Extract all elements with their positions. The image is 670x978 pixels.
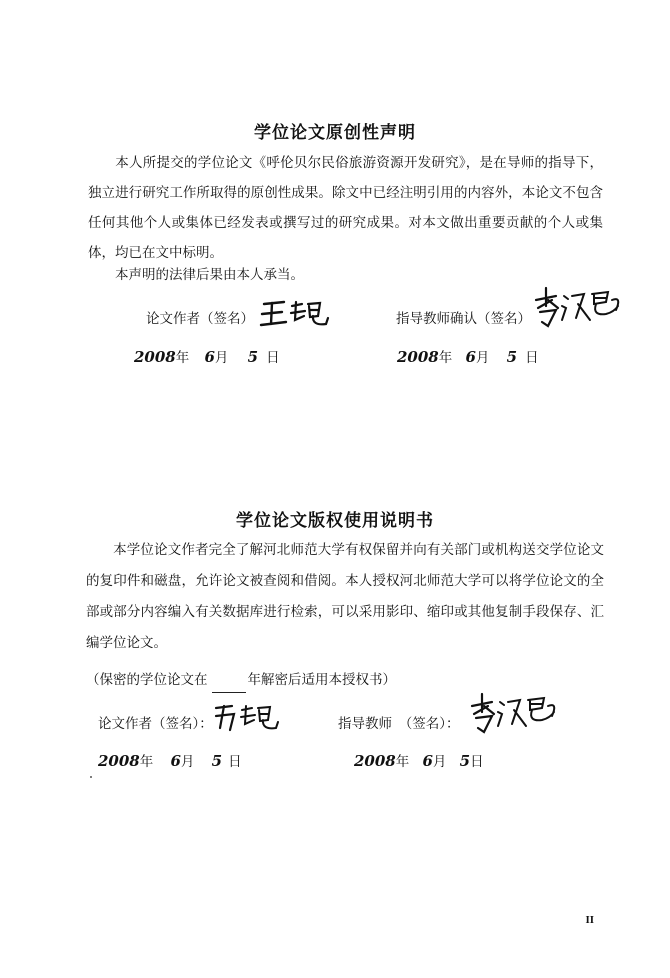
- date-month: 6: [422, 752, 433, 770]
- declaration-author-label: 论文作者（签名）: [146, 311, 254, 327]
- date-month: 6: [465, 348, 476, 366]
- date-day: 5: [211, 752, 223, 770]
- scan-speck: [90, 776, 92, 778]
- declaration-paragraph-text: 本人所提交的学位论文《呼伦贝尔民俗旅游资源开发研究》，是在导师的指导下，独立进行研究工作所取得的原创性成果。除文中已经注明引用的内容外，本论文不包含任何其他个人或集体已经发表或撰写过的研究成果。对本文做出重要贡献的个人或集体，均已在文中标明。: [88, 155, 603, 261]
- date-year-unit: 年: [175, 350, 190, 366]
- copyright-title: 学位论文版权使用说明书: [236, 511, 434, 531]
- declaration-paragraph: [88, 148, 603, 268]
- declaration-advisor-date: [397, 346, 539, 366]
- date-year: 2008: [397, 348, 439, 366]
- copyright-author-date: [98, 750, 242, 770]
- declaration-liability-text: 本声明的法律后果由本人承当。: [115, 267, 304, 283]
- copyright-advisor-label: 指导教师 （签名）：: [338, 716, 460, 732]
- date-month-unit: 月: [214, 350, 229, 366]
- date-year: 2008: [98, 752, 140, 770]
- date-day-unit: 日: [525, 350, 539, 366]
- declaration-liability: [88, 260, 603, 290]
- date-year: 2008: [354, 752, 396, 770]
- date-year-unit: 年: [438, 350, 453, 366]
- date-month: 6: [204, 348, 215, 366]
- date-month-unit: 月: [432, 754, 447, 770]
- copyright-author-signature: [212, 700, 292, 734]
- declaration-author-signature: [258, 296, 338, 330]
- confidential-suffix: 年解密后适用本授权书）: [247, 672, 396, 688]
- page-number: II: [585, 914, 594, 926]
- date-day-unit: 日: [470, 754, 484, 770]
- date-day: 5: [459, 752, 471, 770]
- date-month-unit: 月: [180, 754, 195, 770]
- declaration-author-date: [134, 346, 280, 366]
- date-month: 6: [170, 752, 181, 770]
- blank-underline: [212, 692, 246, 693]
- confidential-note: [86, 668, 396, 688]
- date-day-unit: 日: [228, 754, 242, 770]
- date-month-unit: 月: [475, 350, 490, 366]
- declaration-title: 学位论文原创性声明: [254, 123, 416, 143]
- copyright-author-label: 论文作者（签名）：: [98, 716, 213, 732]
- confidential-prefix: （保密的学位论文在: [86, 672, 208, 688]
- copyright-advisor-signature: [468, 692, 560, 734]
- copyright-paragraph: [86, 535, 604, 659]
- date-year-unit: 年: [139, 754, 154, 770]
- copyright-paragraph-text: 本学位论文作者完全了解河北师范大学有权保留并向有关部门或机构送交学位论文的复印件和磁盘，允许论文被查阅和借阅。本人授权河北师范大学可以将学位论文的全部或部分内容编入有关数据库进行检索，可以采用影印、缩印或其他复制手段保存、汇编学位论文。: [86, 542, 604, 651]
- date-day: 5: [506, 348, 518, 366]
- date-day: 5: [247, 348, 259, 366]
- date-day-unit: 日: [266, 350, 280, 366]
- declaration-advisor-signature: [532, 286, 624, 328]
- copyright-advisor-date: [354, 750, 484, 770]
- date-year-unit: 年: [395, 754, 410, 770]
- declaration-advisor-label: 指导教师确认（签名）: [396, 311, 531, 327]
- date-year: 2008: [134, 348, 176, 366]
